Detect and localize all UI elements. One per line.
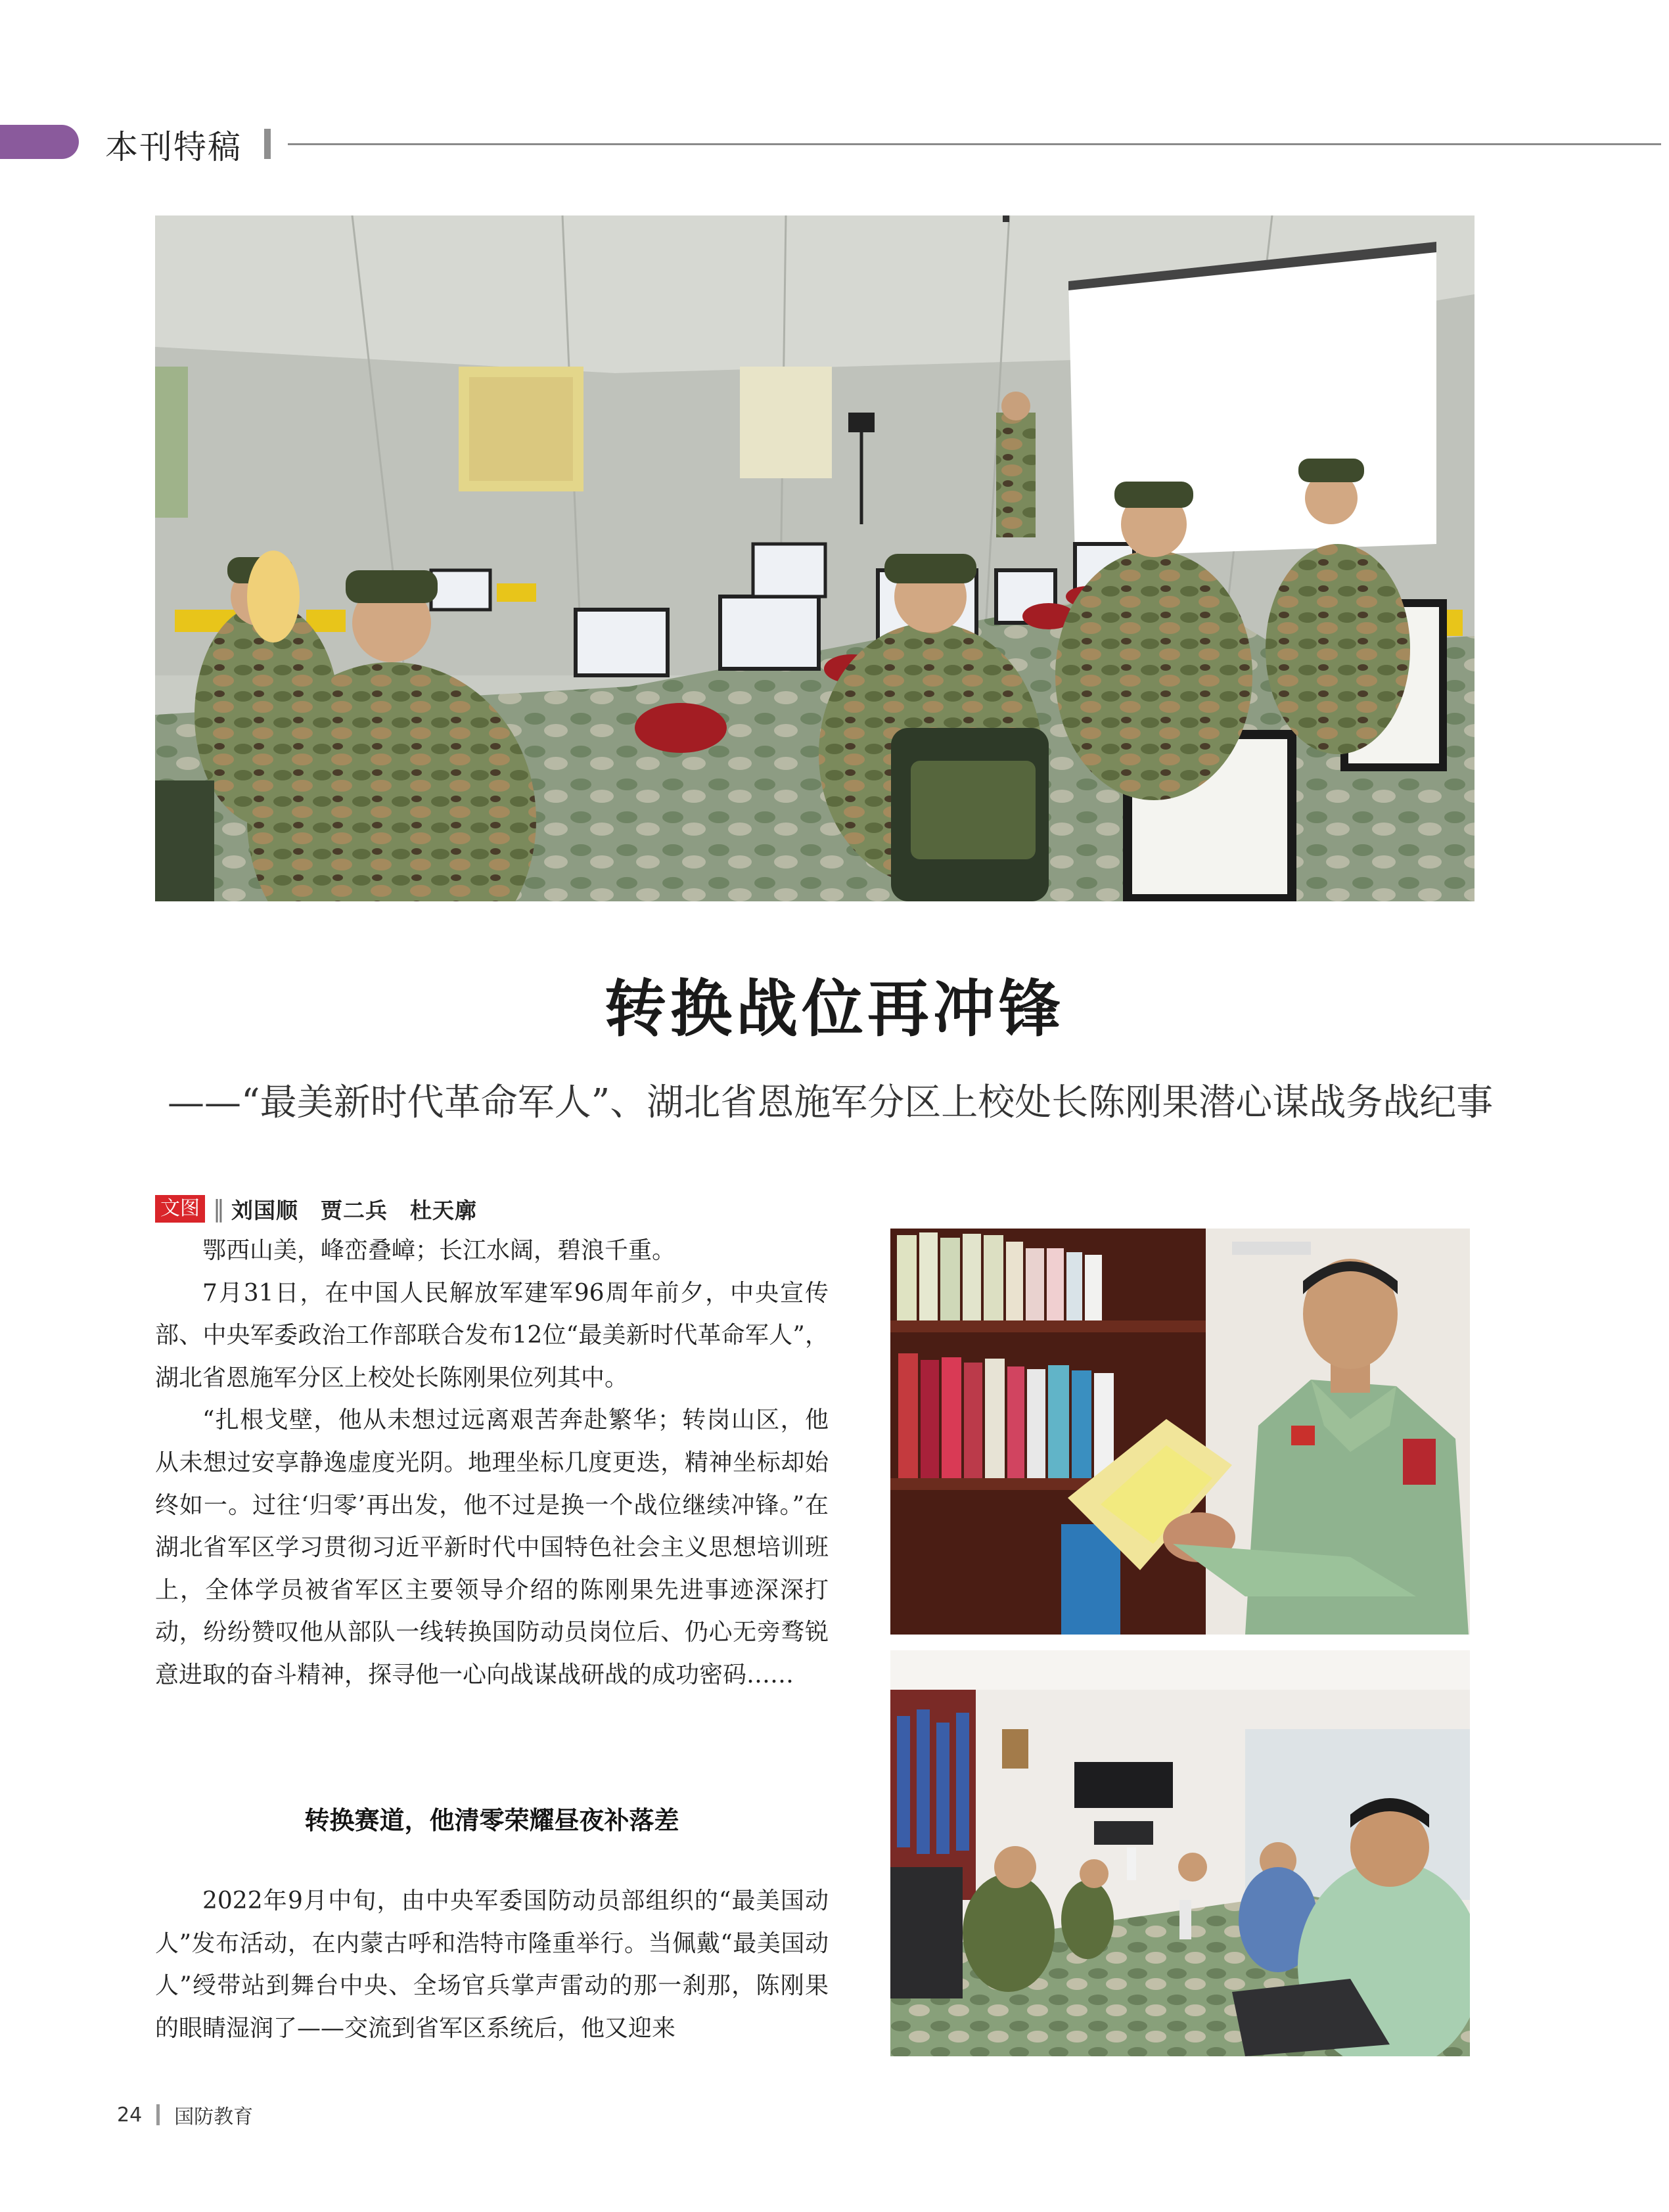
article-body-intro [155, 1230, 829, 1697]
photo-officer-reading [890, 1229, 1470, 1635]
section-tab-decoration [0, 125, 79, 159]
section-heading: 转换赛道，他清零荣耀昼夜补落差 [304, 1806, 679, 1835]
article-title: 转换战位再冲锋 [604, 974, 1064, 1045]
byline [155, 1194, 477, 1223]
byline-authors: 刘国顺 贾二兵 杜天廓 [231, 1197, 477, 1223]
byline-tag: 文图 [155, 1195, 205, 1223]
photo-command-tent [155, 215, 1475, 901]
paragraph: “扎根戈壁，他从未想过远离艰苦奔赴繁华；转岗山区，他从未想过安享静逸虚度光阴。地理坐标几度更迭，精神坐标却始终如一。过往‘归零’再出发，他不过是换一个战位继续冲锋。”在湖北省军区学习贯彻习近平新时代中国特色社会主义思想培训班上，全体学员被省军区主要领导介绍的陈刚果先进事迹深深打动，纷纷赞叹他从部队一线转换国防动员岗位后、仍心无旁骛锐意进取的奋斗精神，探寻他一心向战谋战研战的成功密码…… [155, 1407, 829, 1688]
paragraph: 7月31日，在中国人民解放军建军96周年前夕，中央宣传部、中央军委政治工作部联合发布12位“最美新时代革命军人”，湖北省恩施军分区上校处长陈刚果位列其中。 [155, 1279, 829, 1391]
photo-meeting-room [890, 1650, 1470, 2056]
article-body-section [155, 1880, 829, 2050]
footer-separator [156, 2104, 160, 2125]
magazine-name: 国防教育 [174, 2106, 254, 2129]
paragraph: 2022年9月中旬，由中央军委国防动员部组织的“最美国动人”发布活动，在内蒙古呼和浩特市隆重举行。当佩戴“最美国动人”绶带站到舞台中央、全场官兵掌声雷动的那一刹那，陈刚果的眼睛湿润了——交流到省军区系统后，他又迎来 [155, 1887, 829, 2042]
header-rule [288, 143, 1661, 145]
page-number: 24 [117, 2103, 143, 2127]
page-footer [117, 2100, 253, 2129]
paragraph: 鄂西山美，峰峦叠嶂；长江水阔，碧浪千重。 [202, 1237, 676, 1264]
article-subtitle: ——“最美新时代革命军人”、湖北省恩施军分区上校处长陈刚果潜心谋战务战纪事 [168, 1081, 1494, 1124]
byline-separator: ‖ [213, 1195, 225, 1223]
section-title-bar [264, 129, 271, 159]
section-title: 本刊特稿 [105, 128, 242, 166]
